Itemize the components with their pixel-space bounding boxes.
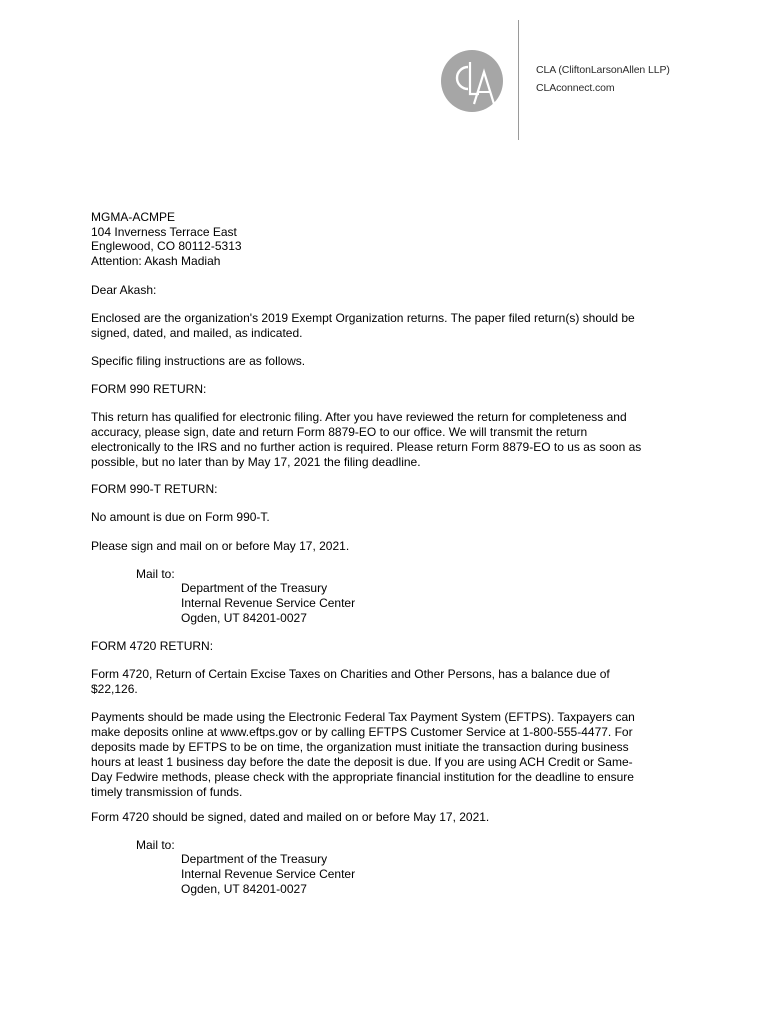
form990t-no-amount: No amount is due on Form 990-T. [91, 510, 270, 524]
letterhead-divider [518, 20, 519, 140]
form4720-balance-line: Form 4720, Return of Certain Excise Taxes on Charities and Other Persons, has a balance due of [91, 667, 610, 681]
form990t-mail-to-label: Mail to: [136, 567, 175, 581]
form990-line: electronically to the IRS and no further action is required. Please return Form 8879-EO to us as soon as [91, 440, 642, 454]
form4720-heading: FORM 4720 RETURN: [91, 639, 214, 653]
instructions-intro: Specific filing instructions are as follows. [91, 354, 306, 368]
form990-line: accuracy, please sign, date and return Form 8879-EO to our office. We will transmit the return [91, 425, 588, 439]
recipient-org: MGMA-ACMPE [91, 210, 175, 224]
form4720-mail-line: Internal Revenue Service Center [181, 867, 356, 881]
form4720-payment-line: Payments should be made using the Electronic Federal Tax Payment System (EFTPS). Taxpayers can [91, 710, 635, 724]
form990-paragraph [91, 410, 681, 470]
form990t-mail-line: Department of the Treasury [181, 581, 328, 595]
recipient-city: Englewood, CO 80112-5313 [91, 239, 242, 253]
form4720-balance-line: $22,126. [91, 682, 138, 696]
firm-website: CLAconnect.com [536, 82, 615, 94]
form4720-mail-to-label: Mail to: [136, 838, 175, 852]
form990t-mail-line: Ogden, UT 84201-0027 [181, 611, 307, 625]
recipient-attention: Attention: Akash Madiah [91, 254, 221, 268]
form990-line: This return has qualified for electronic filing. After you have reviewed the return for completeness and [91, 410, 627, 424]
form4720-payment-line: hours at least 1 business day before the date the deposit is due. If you are using ACH Credit or Same- [91, 755, 633, 769]
salutation: Dear Akash: [91, 283, 157, 297]
form4720-balance-paragraph [91, 667, 681, 697]
form4720-sign-mail: Form 4720 should be signed, dated and mailed on or before May 17, 2021. [91, 810, 490, 824]
form990t-heading: FORM 990-T RETURN: [91, 482, 218, 496]
form990-heading: FORM 990 RETURN: [91, 382, 207, 396]
intro-paragraph [91, 311, 681, 341]
form4720-mail-line: Department of the Treasury [181, 852, 328, 866]
form4720-payment-paragraph [91, 710, 681, 800]
cla-logo [441, 50, 503, 112]
form4720-mail-line: Ogden, UT 84201-0027 [181, 882, 307, 896]
form990-line: possible, but no later than by May 17, 2021 the filing deadline. [91, 455, 421, 469]
intro-line: signed, dated, and mailed, as indicated. [91, 326, 303, 340]
form4720-payment-line: deposits made by EFTPS to be on time, the organization must initiate the transaction during business [91, 740, 629, 754]
firm-name: CLA (CliftonLarsonAllen LLP) [536, 64, 670, 76]
intro-line: Enclosed are the organization's 2019 Exempt Organization returns. The paper filed return(s) should be [91, 311, 635, 325]
recipient-street: 104 Inverness Terrace East [91, 225, 237, 239]
form990t-sign-mail: Please sign and mail on or before May 17, 2021. [91, 539, 350, 553]
form990t-mail-line: Internal Revenue Service Center [181, 596, 356, 610]
form4720-payment-line: Day Fedwire methods, please check with the appropriate financial institution for the deadline to ensure [91, 770, 634, 784]
form4720-payment-line: timely transmission of funds. [91, 785, 243, 799]
form4720-payment-line: make deposits online at www.eftps.gov or by calling EFTPS Customer Service at 1-800-555-4477. For [91, 725, 633, 739]
